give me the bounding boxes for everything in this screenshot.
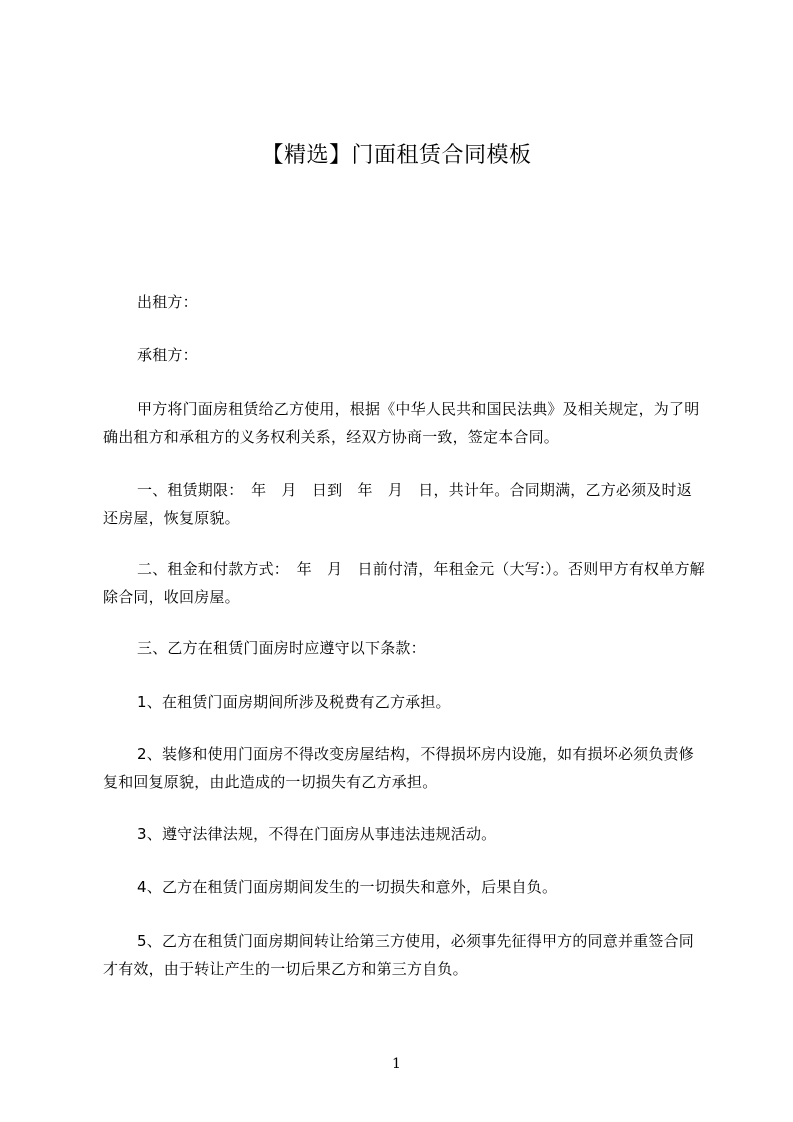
preamble-paragraph: 甲方将门面房租赁给乙方使用，根据《中华人民共和国民法典》及相关规定，为了明确出租方和承租方的义务权利关系，经双方协商一致，签定本合同。	[103, 400, 700, 446]
clause-3-item-3: 3、遵守法律法规，不得在门面房从事违法违规活动。	[137, 825, 497, 843]
document-title: 【精选】门面租赁合同模板	[261, 143, 532, 168]
page-number: 1	[392, 1056, 401, 1072]
clause-2-rent-payment: 二、租金和付款方式： 年 月 日前付清，年租金元（大写:）。否则甲方有权单方解除合同，收回房屋。	[103, 560, 705, 606]
clause-3-item-2: 2、装修和使用门面房不得改变房屋结构，不得损坏房内设施，如有损坏必须负责修复和回复原貌，由此造成的一切损失有乙方承担。	[103, 745, 694, 791]
clause-3-item-4: 4、乙方在租赁门面房期间发生的一切损失和意外，后果自负。	[137, 878, 558, 896]
clause-3-item-5: 5、乙方在租赁门面房期间转让给第三方使用，必须事先征得甲方的同意并重签合同才有效，由于转让产生的一切后果乙方和第三方自负。	[103, 932, 694, 978]
lessor-line: 出租方：	[137, 293, 198, 311]
lessee-line: 承租方：	[137, 346, 198, 364]
clause-1-lease-term: 一、租赁期限： 年 月 日到 年 月 日，共计年。合同期满，乙方必须及时返还房屋，恢复原貌。	[103, 481, 692, 527]
clause-3-heading: 三、乙方在租赁门面房时应遵守以下条款：	[137, 639, 426, 657]
clause-3-item-1: 1、在租赁门面房期间所涉及税费有乙方承担。	[137, 693, 451, 711]
